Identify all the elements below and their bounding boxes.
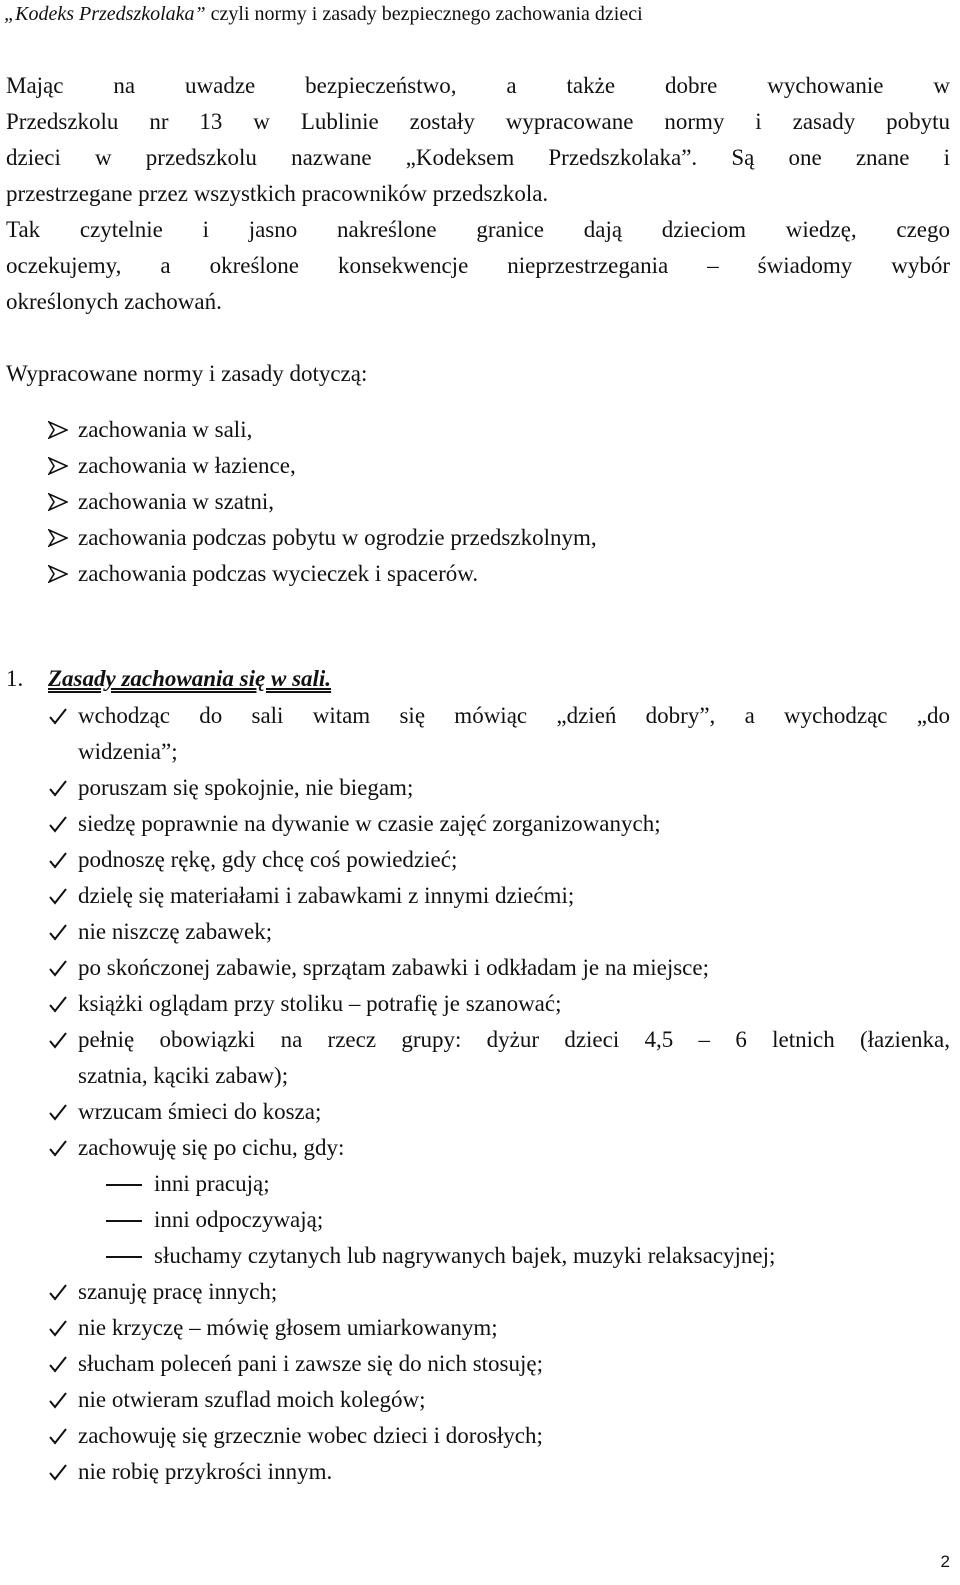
rule-item	[48, 806, 950, 842]
rule-text: wchodząc do sali witam się mówiąc „dzień dobry”, a wychodząc „do	[78, 703, 950, 728]
sub-item	[78, 1166, 950, 1202]
intro-paragraph-2	[6, 212, 950, 320]
rule-item	[48, 1418, 950, 1454]
topics-list	[48, 412, 597, 592]
intro-p2-line: oczekujemy, a określone konsekwencje nieprzestrzegania – świadomy wybór	[6, 253, 950, 278]
rule-item	[48, 698, 950, 770]
checkmark-icon	[48, 1283, 68, 1301]
topic-label: zachowania w szatni,	[78, 489, 275, 514]
header-title-rest: czyli normy i zasady bezpiecznego zachowania dzieci	[205, 3, 643, 25]
section-1-heading	[6, 664, 331, 694]
sub-item-text: inni pracują;	[154, 1171, 270, 1196]
dash-bullet-icon	[106, 1220, 142, 1222]
rule-item	[48, 914, 950, 950]
rule-text: książki oglądam przy stoliku – potrafię je szanować;	[78, 991, 562, 1016]
topics-lead: Wypracowane normy i zasady dotyczą:	[6, 361, 368, 386]
rule-text: nie krzyczę – mówię głosem umiarkowanym;	[78, 1315, 498, 1340]
checkmark-icon	[48, 1031, 68, 1049]
intro-p2-line: Tak czytelnie i jasno nakreślone granice dają dzieciom wiedzę, czego	[6, 217, 950, 242]
rule-text: nie otwieram szuflad moich kolegów;	[78, 1387, 426, 1412]
rule-text: dzielę się materiałami i zabawkami z innymi dziećmi;	[78, 883, 575, 908]
section-title: Zasady zachowania się w sali.	[48, 666, 332, 691]
rule-sublist	[78, 1166, 950, 1274]
topic-label: zachowania w łazience,	[78, 453, 296, 478]
rule-text: szanuję pracę innych;	[78, 1279, 278, 1304]
rule-item	[48, 950, 950, 986]
rule-text: zachowuję się po cichu, gdy:	[78, 1135, 345, 1160]
arrow-bullet-icon	[48, 529, 68, 547]
topic-item	[48, 412, 597, 448]
rule-text: po skończonej zabawie, sprzątam zabawki i odkładam je na miejsce;	[78, 955, 709, 980]
rule-item	[48, 1130, 950, 1274]
checkmark-icon	[48, 959, 68, 977]
topic-label: zachowania w sali,	[78, 417, 253, 442]
page-header	[4, 2, 643, 26]
page-number: 2	[940, 1552, 950, 1571]
rule-text: widzenia”;	[78, 739, 178, 764]
rule-text: wrzucam śmieci do kosza;	[78, 1099, 322, 1124]
checkmark-icon	[48, 1355, 68, 1373]
intro-p1-line: Mając na uwadze bezpieczeństwo, a także dobre wychowanie w	[6, 73, 950, 98]
arrow-bullet-icon	[48, 421, 68, 439]
sub-item	[78, 1202, 950, 1238]
rule-item	[48, 1310, 950, 1346]
rule-text: szatnia, kąciki zabaw);	[78, 1063, 289, 1088]
sub-item-text: słuchamy czytanych lub nagrywanych bajek, muzyki relaksacyjnej;	[154, 1243, 776, 1268]
intro-p1-line: dzieci w przedszkolu nazwane „Kodeksem Przedszkolaka”. Są one znane i	[6, 145, 950, 170]
topic-label: zachowania podczas wycieczek i spacerów.	[78, 561, 479, 586]
rule-text: słucham poleceń pani i zawsze się do nich stosuję;	[78, 1351, 543, 1376]
topic-item	[48, 556, 597, 592]
header-title-script: „Kodeks Przedszkolaka”	[4, 3, 206, 25]
rule-item	[48, 1274, 950, 1310]
rule-text: zachowuję się grzecznie wobec dzieci i dorosłych;	[78, 1423, 543, 1448]
checkmark-icon	[48, 1427, 68, 1445]
intro-p2-line: określonych zachowań.	[6, 289, 222, 314]
rule-item	[48, 1454, 950, 1490]
rule-text: poruszam się spokojnie, nie biegam;	[78, 775, 414, 800]
intro-paragraph-1	[6, 68, 950, 212]
checkmark-icon	[48, 707, 68, 725]
checkmark-icon	[48, 995, 68, 1013]
rule-text: pełnię obowiązki na rzecz grupy: dyżur dzieci 4,5 – 6 letnich (łazienka,	[78, 1027, 950, 1052]
section-number: 1.	[6, 666, 24, 691]
rule-item	[48, 770, 950, 806]
topic-item	[48, 448, 597, 484]
rule-item	[48, 842, 950, 878]
arrow-bullet-icon	[48, 493, 68, 511]
sub-item-text: inni odpoczywają;	[154, 1207, 324, 1232]
topic-item	[48, 484, 597, 520]
checkmark-icon	[48, 779, 68, 797]
checkmark-icon	[48, 1391, 68, 1409]
rule-item	[48, 986, 950, 1022]
checkmark-icon	[48, 815, 68, 833]
dash-bullet-icon	[106, 1256, 142, 1258]
rule-item	[48, 1346, 950, 1382]
rule-text: nie niszczę zabawek;	[78, 919, 273, 944]
intro-p1-line: Przedszkolu nr 13 w Lublinie zostały wypracowane normy i zasady pobytu	[6, 109, 950, 134]
rules-list	[48, 698, 950, 1490]
rule-item	[48, 878, 950, 914]
rule-text: nie robię przykrości innym.	[78, 1459, 333, 1484]
rule-item	[48, 1382, 950, 1418]
dash-bullet-icon	[106, 1184, 142, 1186]
topic-label: zachowania podczas pobytu w ogrodzie przedszkolnym,	[78, 525, 597, 550]
checkmark-icon	[48, 851, 68, 869]
rule-text: podnoszę rękę, gdy chcę coś powiedzieć;	[78, 847, 458, 872]
checkmark-icon	[48, 1139, 68, 1157]
checkmark-icon	[48, 923, 68, 941]
rule-item	[48, 1094, 950, 1130]
checkmark-icon	[48, 1463, 68, 1481]
rule-text: siedzę poprawnie na dywanie w czasie zajęć zorganizowanych;	[78, 811, 661, 836]
checkmark-icon	[48, 887, 68, 905]
rule-item	[48, 1022, 950, 1094]
intro-p1-line: przestrzegane przez wszystkich pracowników przedszkola.	[6, 181, 549, 206]
arrow-bullet-icon	[48, 457, 68, 475]
arrow-bullet-icon	[48, 565, 68, 583]
checkmark-icon	[48, 1319, 68, 1337]
checkmark-icon	[48, 1103, 68, 1121]
sub-item	[78, 1238, 950, 1274]
topic-item	[48, 520, 597, 556]
